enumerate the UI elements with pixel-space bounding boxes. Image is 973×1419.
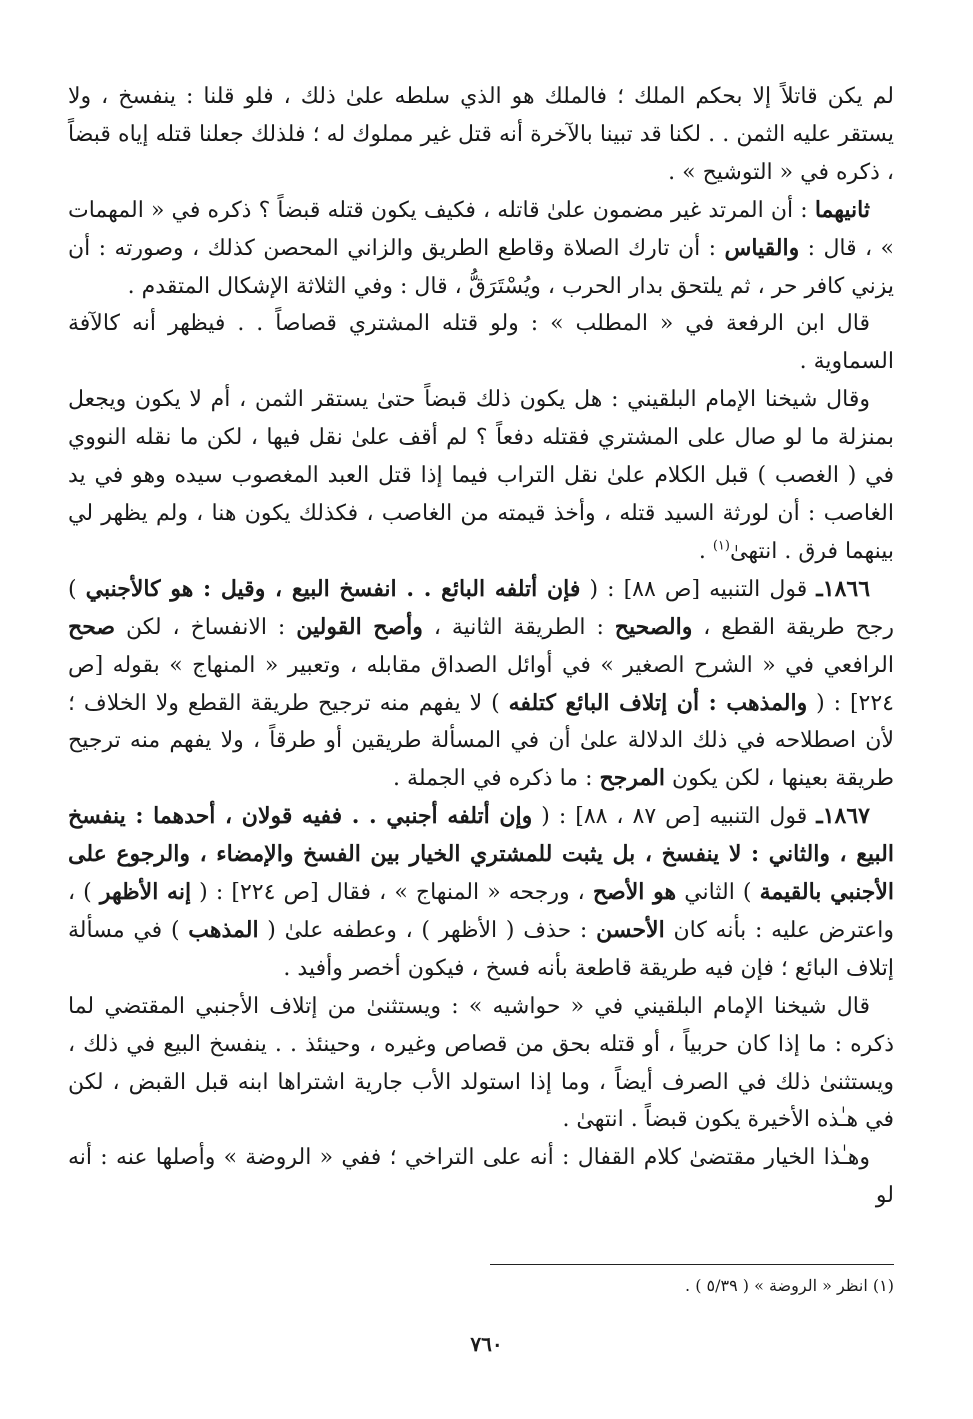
paragraph-1: لم يكن قاتلاً إلا بحكم الملك ؛ فالملك هو الذي سلطه علىٰ ذلك ، فلو قلنا : ينفسخ ، ولا يستقر عليه الثمن . . لكنا قد تبينا بالآخرة أنه قتل غير مملوك له ؛ فلذلك جعلنا قتله إياه قبضاً ، ذكره في « التوشيح » . <box>68 84 894 185</box>
paragraph-2: ثانيهما : أن المرتد غير مضمون علىٰ قاتله ، فكيف يكون قتله قبضاً ؟ ذكره في « المهمات » ، قال : والقياس : أن تارك الصلاة وقاطع الطريق والزاني المحصن كذلك ، وصورته : أن يزني كافر حر ، ثم يلتحق بدار الحرب ، ويُسْتَرَقُّ ، قال : وفي الثلاثة الإشكال المتقدم . <box>68 196 894 299</box>
bold-term: وإن أتلفه أجنبي . . ففيه قولان ، أحدهما : ينفسخ البيع ، والثاني : لا ينفسخ ، بل يثبت للمشتري الخيار بين الفسخ والإمضاء ، والرجوع على الأجنبي بالقيمة <box>68 803 895 906</box>
page-number: ٧٦٠ <box>470 1332 503 1356</box>
footnote-divider <box>490 1264 894 1265</box>
bold-term: والقياس <box>724 234 800 261</box>
paragraph-4: وقال شيخنا الإمام البلقيني : هل يكون ذلك قبضاً حتىٰ يستقر الثمن ، أم لا يكون ويجعل بمنزلة ما لو صال على المشتري فقتله دفعاً ؟ لم أقف علىٰ نقل فيها ، لكن ما نقله النووي في ( الغصب ) قبل الكلام علىٰ نقل التراب فيما إذا قتل العبد المغصوب سيده وهو في يد الغاصب : أن لورثة السيد قتله ، وأخذ قيمته من الغاصب ، فكذلك يكون هنا ، ولم يظهر لي بينهما فرق . انتهىٰ$^{(١)}$ . <box>68 387 894 564</box>
bold-term: فإن أتلفه البائع . . انفسخ البيع ، وقيل : هو كالأجنبي <box>85 575 581 602</box>
bold-term: المرجح <box>599 765 665 792</box>
bold-term: صحح <box>68 613 116 640</box>
paragraph-3: قال ابن الرفعة في « المطلب » : ولو قتله المشتري قصاصاً . . فيظهر أنه كالآفة السماوية . <box>68 311 894 375</box>
bold-term: والصحيح <box>614 613 693 640</box>
paragraph-6: ١٨٦٧ـ قول التنبيه [ص ٨٧ ، ٨٨] : ( وإن أتلفه أجنبي . . ففيه قولان ، أحدهما : ينفسخ البيع ، والثاني : لا ينفسخ ، بل يثبت للمشتري الخيار بين الفسخ والإمضاء ، والرجوع على الأجنبي بالقيمة ) الثاني هو الأصح ، ورجحه « المنهاج » ، فقال [ص ٢٢٤] : ( إنه الأظهر ) ، واعترض عليه : بأنه كان الأحسن : حذف ( الأظهر ) ، وعطفه علىٰ ( المذهب ) في مسألة إتلاف البائع ؛ فإن فيه طريقة قاطعة بأنه فسخ ، فيكون أخصر وأفيد . <box>68 803 895 981</box>
footnote: (١) انظر « الروضة » ( ٥/٣٩ ) . <box>685 1276 894 1295</box>
bold-term: ١٨٦٦ـ <box>816 575 871 602</box>
bold-term: ثانيهما <box>814 196 870 223</box>
bold-term: المذهب <box>188 916 259 943</box>
bold-term: إنه الأظهر <box>99 879 192 906</box>
paragraph-5: ١٨٦٦ـ قول التنبيه [ص ٨٨] : ( فإن أتلفه البائع . . انفسخ البيع ، وقيل : هو كالأجنبي ) رجح طريقة القطع ، والصحيح : الطريقة الثانية ، وأصح القولين : الانفساخ ، لكن صحح الرافعي في « الشرح الصغير » في أوائل الصداق مقابله ، وتعبير « المنهاج » بقوله [ص ٢٢٤] : ( والمذهب : أن إتلاف البائع كتلفه ) لا يفهم منه ترجيح طريقة القطع ولا الخلاف ؛ لأن اصطلاحه في ذلك الدلالة علىٰ أن في المسألة طريقين أو طرقاً ، ولا يفهم منه ترجيح طريقة بعينها ، لكن يكون المرجح : ما ذكره في الجملة . <box>68 575 894 792</box>
footnote-marker: (١) <box>712 538 730 554</box>
bold-term: هو الأصح <box>592 879 677 906</box>
bold-term: والمذهب : أن إتلاف البائع كتلفه <box>508 689 808 716</box>
paragraph-8: وهـٰذا الخيار مقتضىٰ كلام القفال : أنه على التراخي ؛ ففي « الروضة » وأصلها عنه : أنه لو <box>68 1145 894 1209</box>
paragraph-7: قال شيخنا الإمام البلقيني في « حواشيه » : ويستثنىٰ من إتلاف الأجنبي المقتضي لما ذكره : ما إذا كان حربياً ، أو قتله بحق من قصاص وغيره ، وحينئذ . . ينفسخ البيع في ذلك ، ويستثنىٰ ذلك في الصرف أيضاً ، وما إذا استولد الأب جارية اشتراها ابنه قبل القبض ، لكن في هـٰذه الأخيرة يكون قبضاً . انتهىٰ . <box>68 993 894 1133</box>
bold-term: الأحسن <box>596 916 665 943</box>
bold-term: وأصح القولين <box>296 613 423 640</box>
main-text <box>68 78 894 1215</box>
bold-term: ١٨٦٧ـ <box>816 803 870 830</box>
